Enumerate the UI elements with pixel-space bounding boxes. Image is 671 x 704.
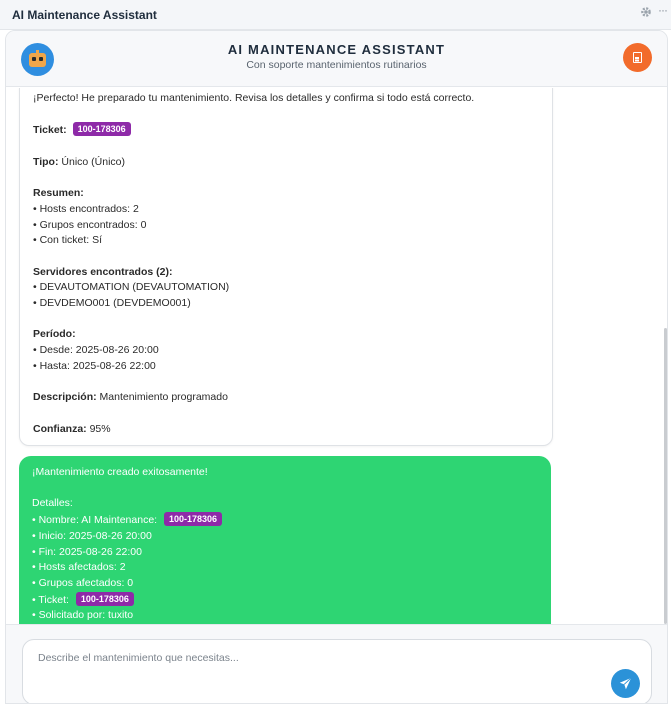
more-options-icon[interactable]: ···: [658, 3, 667, 17]
inicio-line: • Inicio: 2025-08-26 20:00: [32, 529, 152, 542]
ticket-label: Ticket:: [33, 124, 67, 137]
panel-title: AI Maintenance Assistant: [12, 8, 157, 22]
ticket-line: [33, 122, 539, 139]
servidor-item: • DEVAUTOMATION (DEVAUTOMATION): [33, 281, 230, 294]
descripcion-value: Mantenimiento programado: [99, 391, 228, 404]
success-message: [19, 456, 551, 624]
nombre-badge: 100-178306: [164, 512, 222, 526]
nombre-line: [32, 512, 538, 529]
composer: [6, 624, 667, 704]
bot-message: [19, 88, 553, 446]
periodo-item: • Desde: 2025-08-26 20:00: [33, 344, 159, 357]
message-list[interactable]: [6, 88, 667, 624]
descripcion-label: Descripción:: [33, 391, 97, 404]
ticket-badge: 100-178306: [73, 122, 131, 136]
solicitado-line: • Solicitado por: tuxito: [32, 609, 134, 622]
periodo-item: • Hasta: 2025-08-26 22:00: [33, 359, 156, 372]
document-button[interactable]: [623, 43, 652, 72]
hosts-line: • Hosts afectados: 2: [32, 561, 126, 574]
ticket-line: [32, 592, 538, 609]
grupos-line: • Grupos afectados: 0: [32, 576, 134, 589]
document-icon: [633, 52, 642, 63]
confianza-label: Confianza:: [33, 422, 87, 435]
success-ticket-badge: 100-178306: [76, 592, 134, 606]
nombre-label: • Nombre: AI Maintenance:: [32, 514, 158, 527]
fin-line: • Fin: 2025-08-26 22:00: [32, 545, 142, 558]
paper-plane-icon: [619, 677, 632, 690]
servidores-label: Servidores encontrados (2):: [33, 265, 173, 278]
descripcion-line: [33, 390, 539, 406]
periodo-label: Período:: [33, 328, 76, 341]
servidor-item: • DEVDEMO001 (DEVDEMO001): [33, 297, 191, 310]
success-ticket-label: • Ticket:: [32, 593, 69, 606]
message-input[interactable]: [38, 652, 598, 692]
gear-icon[interactable]: [640, 6, 652, 18]
detalles-label: Detalles:: [32, 497, 73, 510]
message-input-box: [22, 639, 652, 704]
tipo-value: Único (Único): [61, 155, 125, 168]
confianza-value: 95%: [89, 422, 111, 435]
chat-app: [5, 30, 668, 704]
chat-title: AI MAINTENANCE ASSISTANT: [227, 42, 446, 57]
success-title: ¡Mantenimiento creado exitosamente!: [32, 466, 208, 478]
chat-header: [6, 31, 667, 87]
resumen-item: • Hosts encontrados: 2: [33, 202, 139, 215]
resumen-item: • Con ticket: Sí: [33, 234, 103, 247]
chat-subtitle: Con soporte mantenimientos rutinarios: [246, 59, 427, 71]
resumen-label: Resumen:: [33, 187, 84, 200]
scrollbar[interactable]: [664, 328, 667, 624]
confianza-line: [33, 422, 539, 438]
bot-intro: ¡Perfecto! He preparado tu mantenimiento. Revisa los detalles y confirma si todo está correcto.: [33, 92, 475, 104]
tipo-line: [33, 155, 539, 171]
panel-header: [0, 0, 671, 30]
send-button[interactable]: [611, 669, 640, 698]
resumen-item: • Grupos encontrados: 0: [33, 218, 147, 231]
tipo-label: Tipo:: [33, 155, 59, 168]
